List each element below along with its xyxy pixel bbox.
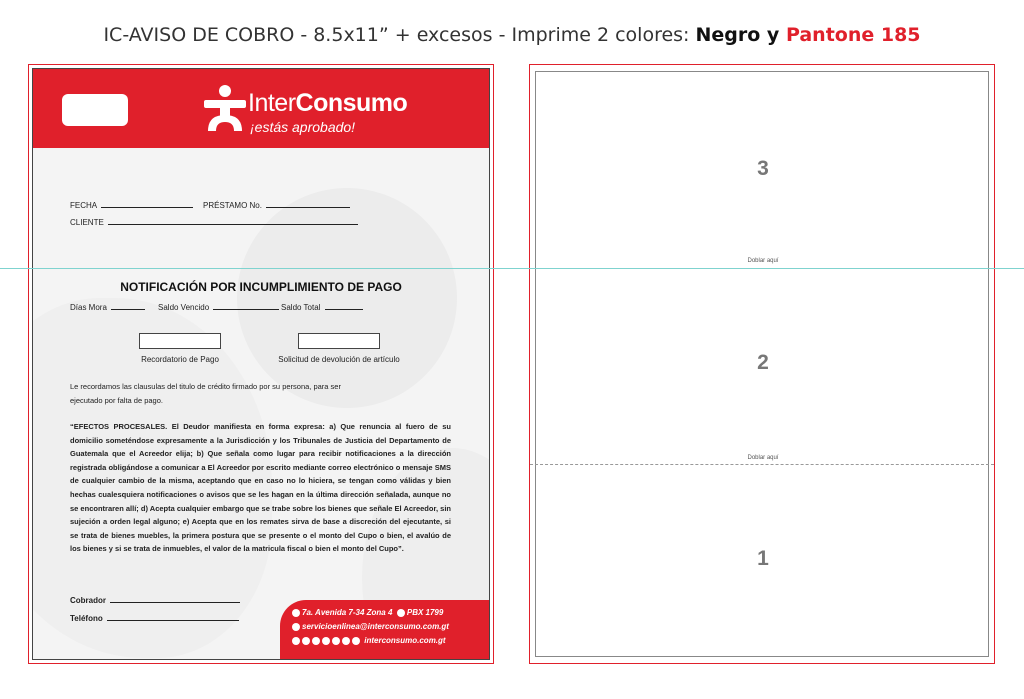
title-pantone: Pantone 185 [785,24,921,46]
logo-wordmark [248,89,407,118]
cliente-field [70,218,358,227]
front-page [32,68,490,660]
intro-line-1: Le recordamos las clausulas del titulo de crédito firmado por su persona, para ser [70,382,341,391]
footer-web: interconsumo.com.gt [364,636,446,645]
youtube-icon [312,637,320,645]
cliente-label: CLIENTE [70,218,104,227]
panel-number-3: 3 [757,157,769,180]
prestamo-field [203,201,350,210]
panel-number-2: 2 [757,351,769,374]
cobrador-field [70,596,240,605]
logo-tagline: ¡estás aprobado! [250,119,356,135]
instagram-icon [322,637,330,645]
footer-address: 7a. Avenida 7-34 Zona 4 [302,608,393,617]
page-title [0,24,1024,46]
interconsumo-person-icon [204,85,246,133]
saldo-vencido-label: Saldo Vencido [158,303,210,312]
back-page [535,71,989,657]
footer-contact-band [280,600,490,660]
fold-guide-line [0,268,1024,269]
prestamo-label: PRÉSTAMO No. [203,201,262,210]
panel-number-1: 1 [757,547,769,570]
messenger-icon [342,637,350,645]
saldo-vencido-field [158,303,279,312]
telefono-label: Teléfono [70,614,103,623]
fold-dash-line [530,464,994,465]
logo-name-bold: Consumo [295,89,408,117]
whatsapp-icon [397,609,405,617]
saldo-total-field [281,303,363,312]
fecha-label: FECHA [70,201,97,210]
fecha-field [70,201,193,210]
dias-mora-label: Días Mora [70,303,107,312]
recordatorio-checkbox[interactable] [139,333,221,349]
footer-email: servicioenlinea@interconsumo.com.gt [302,622,449,631]
blank-badge [62,94,128,126]
cobrador-label: Cobrador [70,596,106,605]
footer-address-row [292,608,443,617]
location-pin-icon [292,609,300,617]
solicitud-label: Solicitud de devolución de artículo [278,355,400,364]
notice-heading: NOTIFICACIÓN POR INCUMPLIMIENTO DE PAGO [120,280,402,294]
saldo-total-label: Saldo Total [281,303,321,312]
fold-label-top: Doblar aquí [747,258,779,264]
recordatorio-label: Recordatorio de Pago [141,355,219,364]
x-icon [302,637,310,645]
tiktok-icon [352,637,360,645]
intro-line-2: ejecutado por falta de pago. [70,396,163,405]
title-negro: Negro y [695,24,786,46]
facebook-icon [292,637,300,645]
footer-social-row [292,636,446,645]
legal-clause: “EFECTOS PROCESALES. El Deudor manifiesta en forma expresa: a) Que renuncia al fuero de su domicilio someténdose expresamente a la Jurisdicción y los Tribunales de Justicia del Departamento de Guatemala que el Acreedor elija; b) Que señala como lugar para recibir notificaciones a la dirección registrada obligándose a comunicar a El Acreedor por escrito mediante correo electrónico o mensaje SMS de cualquier cambio de la misma, aceptando que en caso no lo hiciera, se tengan como válidas y bien hechas cualesquiera notificaciones o avisos que se les hagan en la última dirección señalada, aunque no se encontraren allí; d) Acepta cualquier embargo que se trabe sobre los bienes que señale El Acreedor, sin sujeción a orden legal alguno; e) Acepta que en los remates sirva de base a discreción del ejecutante, si se trata de bienes muebles, la primera postura que se presente o el monto del Cupo o bien, el avalúo de los bienes y si se trata de inmuebles, el valor de la matricula fiscal o bien el monto del Cupo”. [70,422,451,554]
footer-pbx: PBX 1799 [406,608,444,617]
telegram-icon [332,637,340,645]
email-icon [292,623,300,631]
solicitud-checkbox[interactable] [298,333,380,349]
logo-name-light: Inter [248,89,296,117]
fold-label-bottom: Doblar aquí [747,455,779,461]
title-main: IC-AVISO DE COBRO - 8.5x11” + excesos - Imprime 2 colores: [103,24,696,46]
header-band [32,68,490,148]
footer-email-row [292,622,449,631]
telefono-field [70,614,239,623]
dias-mora-field [70,303,145,312]
